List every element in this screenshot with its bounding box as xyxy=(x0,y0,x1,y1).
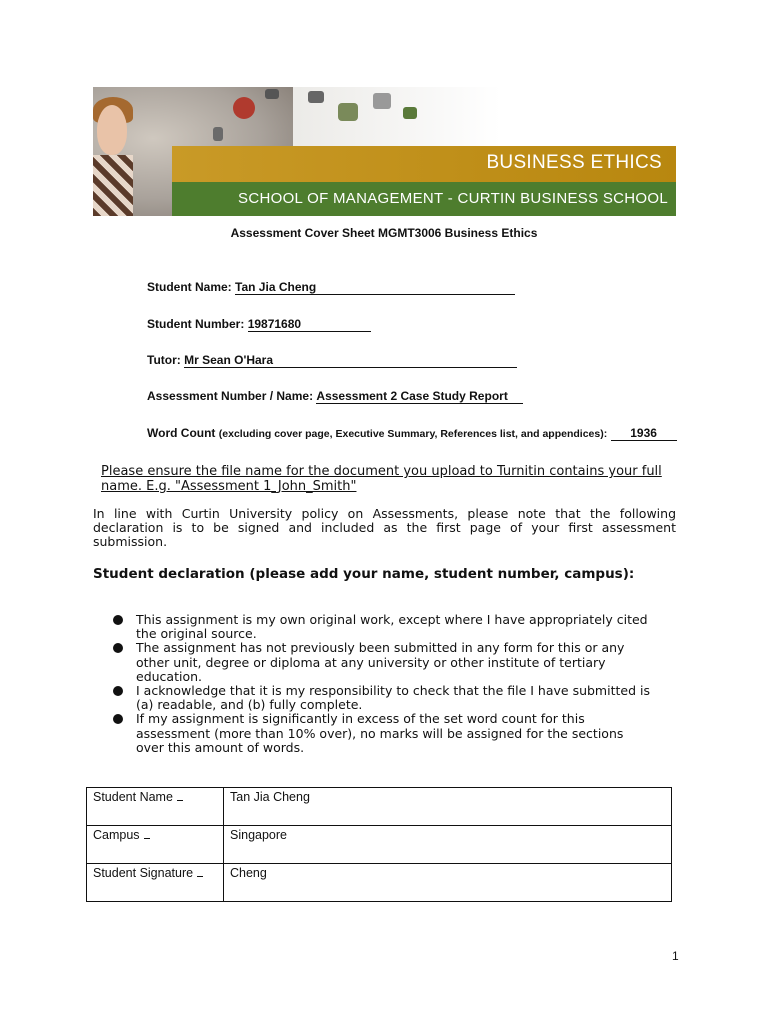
filename-notice: Please ensure the file name for the document you upload to Turnitin contains your full name. E.g. "Assessment 1_John_Smith" xyxy=(101,464,662,494)
bullet-icon xyxy=(113,615,123,625)
word-count-value[interactable]: 1936 xyxy=(611,426,677,441)
table-row xyxy=(87,864,672,902)
policy-paragraph: In line with Curtin University policy on Assessments, please note that the following declaration is to be signed and included as the first page of your first assessment submission. xyxy=(93,506,676,549)
bullet-icon xyxy=(113,714,123,724)
bullet-icon xyxy=(113,686,123,696)
banner-subtitle-band xyxy=(172,182,676,216)
table-row xyxy=(87,826,672,864)
table-row xyxy=(87,788,672,826)
declaration-list xyxy=(113,613,653,755)
student-number-field xyxy=(147,317,371,332)
student-name-label: Student Name: xyxy=(147,280,232,294)
student-name-value[interactable]: Tan Jia Cheng xyxy=(235,280,515,295)
student-name-cell-label: Student Name xyxy=(87,788,224,826)
tutor-field xyxy=(147,353,517,368)
declaration-item: This assignment is my own original work, except where I have appropriately cited the original source. xyxy=(113,613,653,641)
page-number: 1 xyxy=(672,949,679,963)
assessment-value[interactable]: Assessment 2 Case Study Report xyxy=(316,389,523,404)
student-name-cell-value[interactable]: Tan Jia Cheng xyxy=(224,788,672,826)
tutor-value[interactable]: Mr Sean O'Hara xyxy=(184,353,517,368)
declaration-item: The assignment has not previously been submitted in any form for this or any other unit, degree or diploma at any university or other institute of tertiary education. xyxy=(113,641,653,684)
campus-cell-value[interactable]: Singapore xyxy=(224,826,672,864)
signature-table xyxy=(86,787,672,902)
declaration-item: I acknowledge that it is my responsibility to check that the file I have submitted is (a) readable, and (b) fully complete. xyxy=(113,684,653,712)
assessment-field xyxy=(147,389,523,404)
declaration-item: If my assignment is significantly in excess of the set word count for this assessment (more than 10% over), no marks will be assigned for the sections over this amount of words. xyxy=(113,712,653,755)
banner-subtitle: SCHOOL OF MANAGEMENT - CURTIN BUSINESS SCHOOL xyxy=(238,190,668,207)
word-count-note: (excluding cover page, Executive Summary, References list, and appendices): xyxy=(218,428,608,440)
assessment-label: Assessment Number / Name: xyxy=(147,389,314,403)
banner-title: BUSINESS ETHICS xyxy=(486,152,662,173)
bullet-icon xyxy=(113,643,123,653)
tutor-label: Tutor: xyxy=(147,353,181,367)
word-count-label: Word Count xyxy=(147,426,216,440)
signature-cell-value[interactable]: Cheng xyxy=(224,864,672,902)
student-number-value[interactable]: 19871680 xyxy=(248,317,371,332)
header-banner xyxy=(93,87,676,216)
campus-cell-label: Campus xyxy=(87,826,224,864)
banner-title-band xyxy=(172,146,676,182)
word-count-field xyxy=(147,426,677,441)
cover-sheet-title: Assessment Cover Sheet MGMT3006 Business Ethics xyxy=(230,226,538,240)
student-number-label: Student Number: xyxy=(147,317,245,331)
signature-cell-label: Student Signature xyxy=(87,864,224,902)
student-name-field xyxy=(147,280,515,295)
declaration-heading: Student declaration (please add your name, student number, campus): xyxy=(93,566,635,582)
